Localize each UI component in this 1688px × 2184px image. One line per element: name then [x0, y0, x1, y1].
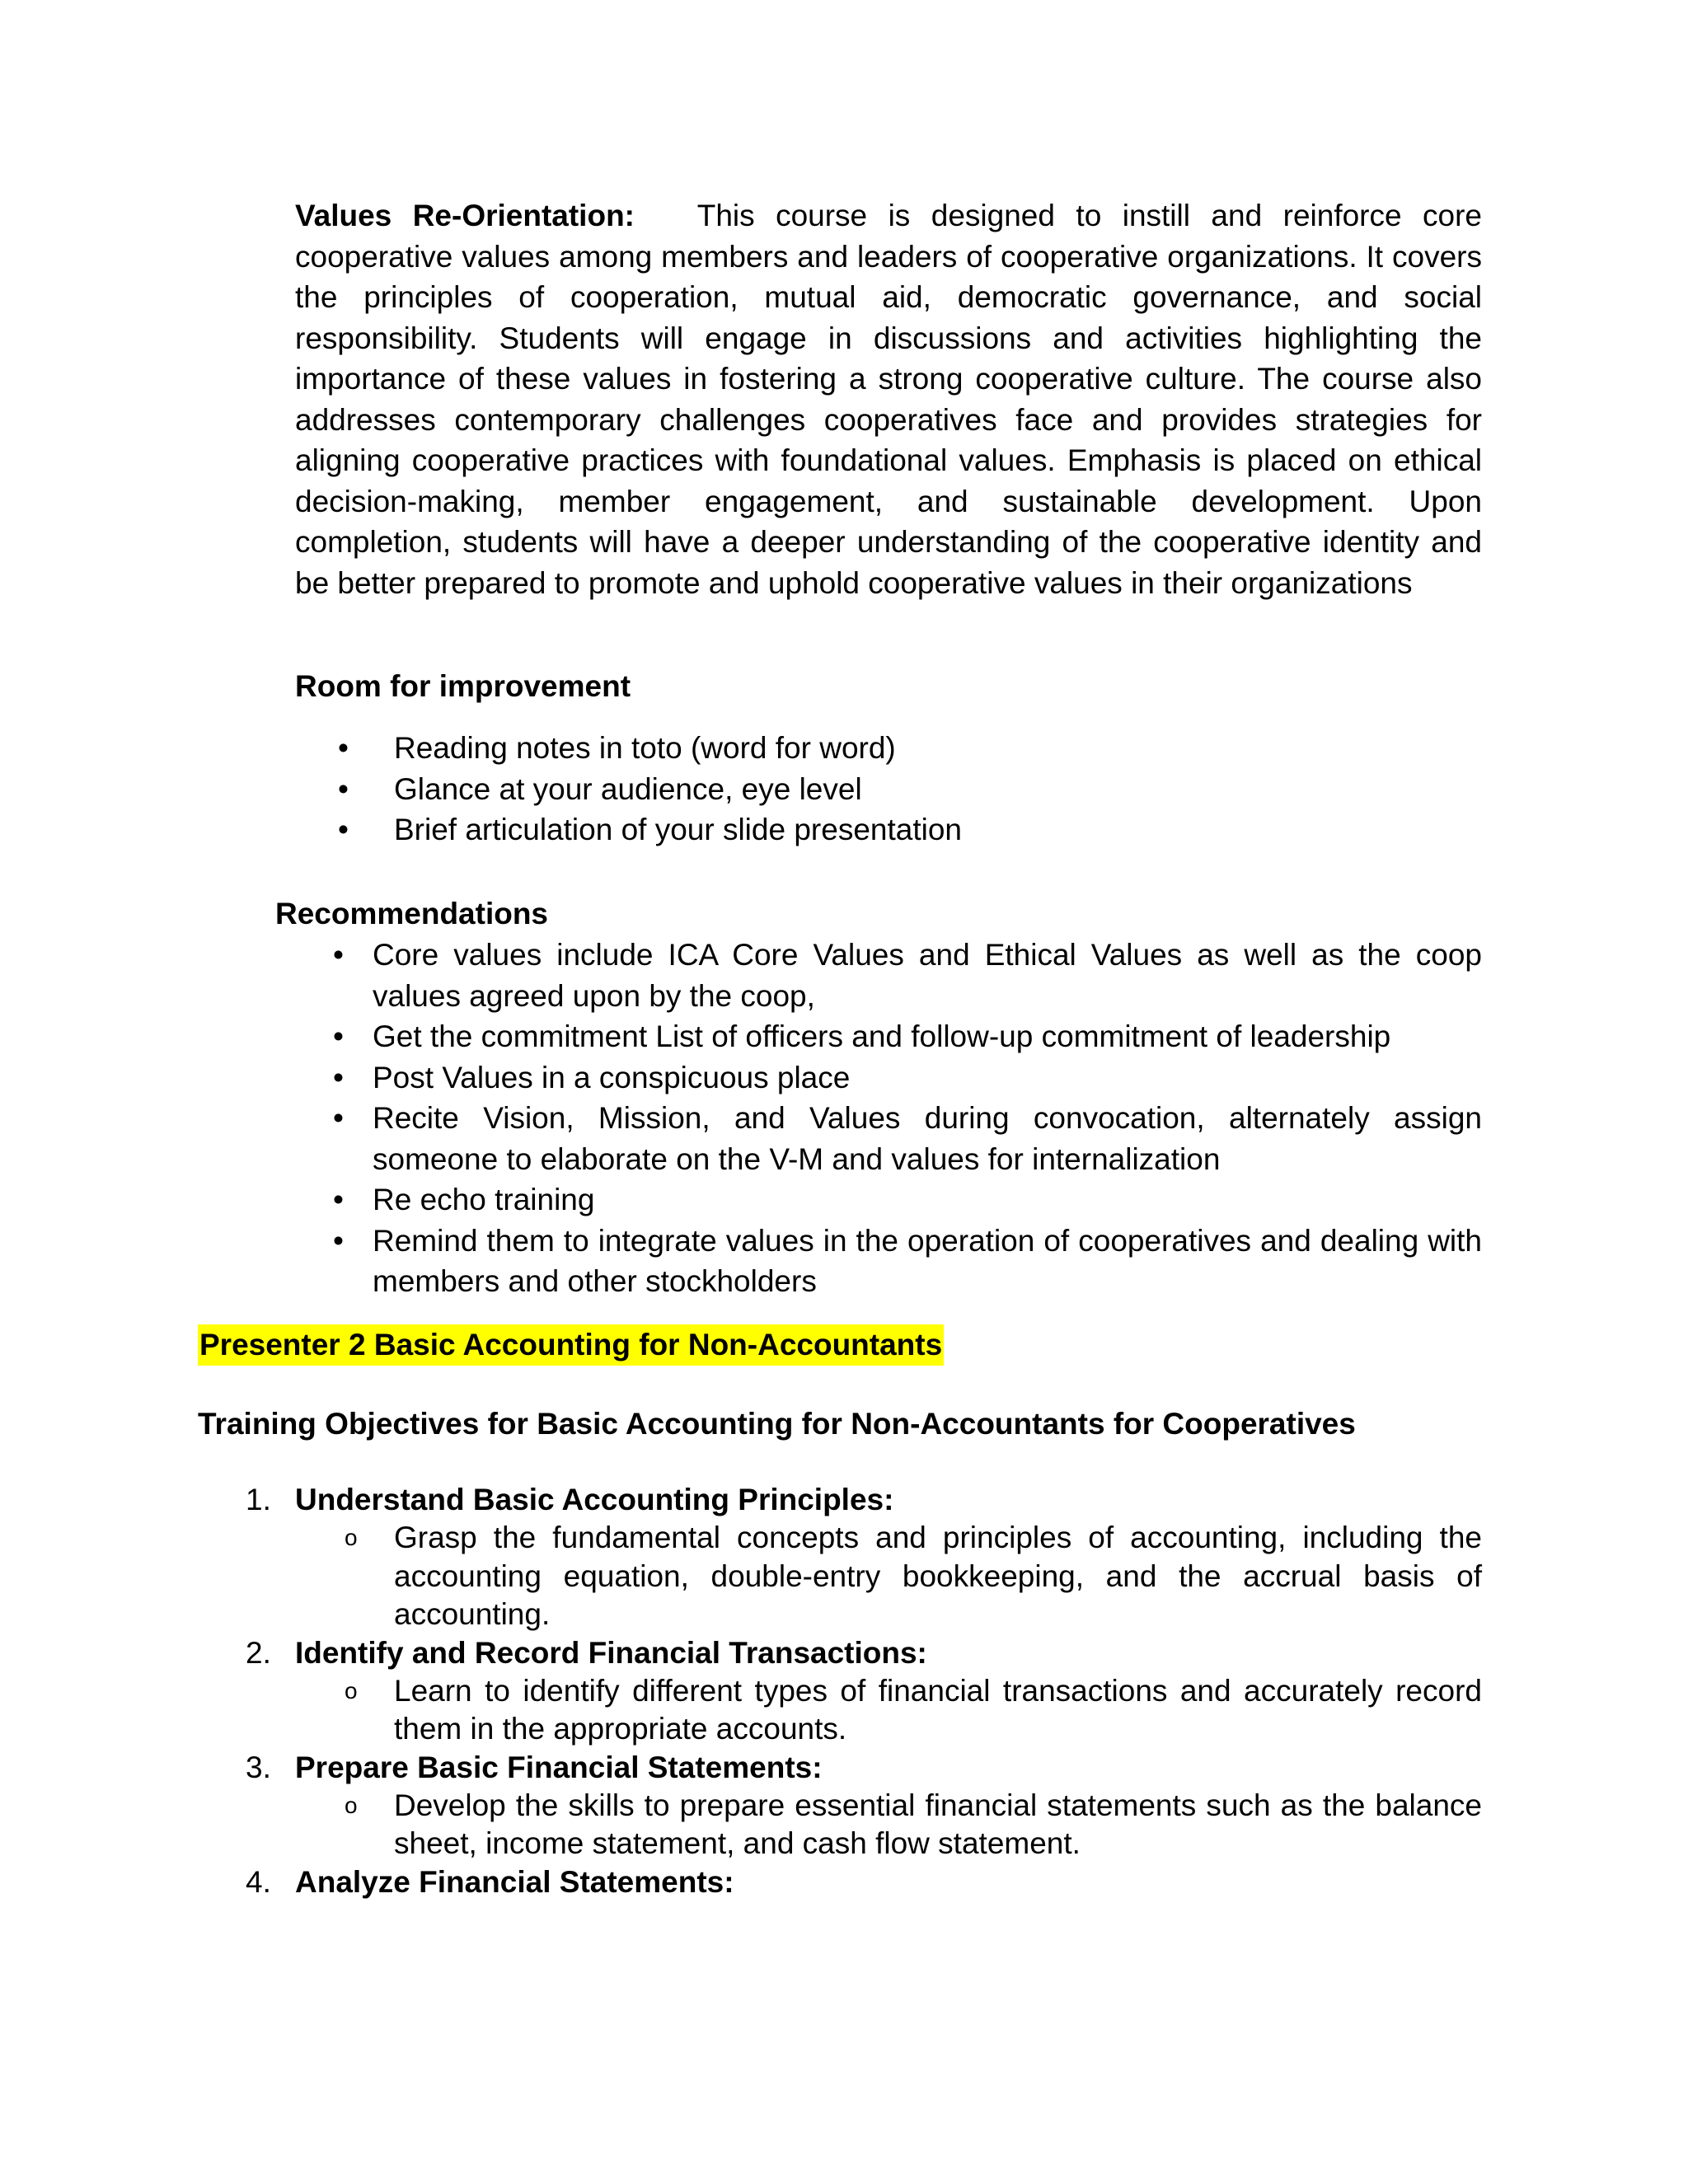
objective-title: Understand Basic Accounting Principles:: [295, 1483, 894, 1516]
objectives-list: [198, 1481, 1482, 1901]
objective-item: [198, 1481, 1482, 1634]
objective-detail: [295, 1787, 1482, 1863]
room-for-improvement-list: [295, 728, 1482, 851]
bullet-icon: •: [333, 1019, 344, 1053]
list-item-text: Post Values in a conspicuous place: [373, 1060, 851, 1094]
bullet-icon: •: [338, 731, 349, 765]
objective-item: [198, 1749, 1482, 1863]
objective-number: 3.: [246, 1750, 271, 1784]
list-item-text: Brief articulation of your slide presentation: [394, 813, 962, 846]
objective-detail-text: Learn to identify different types of financial transactions and accurately record them in the appropriate accounts.: [394, 1673, 1482, 1746]
list-item-text: Get the commitment List of officers and follow-up commitment of leadership: [373, 1019, 1391, 1053]
objective-number: 2.: [246, 1635, 271, 1670]
list-item: [295, 769, 1482, 810]
objectives-heading: Training Objectives for Basic Accounting for Non-Accountants for Cooperatives: [198, 1407, 1356, 1441]
list-item-text: Reading notes in toto (word for word): [394, 731, 896, 765]
list-item-text: Remind them to integrate values in the operation of cooperatives and dealing with members and other stockholders: [373, 1223, 1482, 1298]
objective-title: Analyze Financial Statements:: [295, 1864, 734, 1899]
recommendations-heading: Recommendations: [275, 897, 549, 930]
bullet-icon: •: [338, 771, 349, 806]
room-for-improvement-heading: Room for improvement: [295, 669, 631, 703]
intro-lead: Values Re-Orientation:: [295, 199, 635, 232]
list-item: [275, 1057, 1482, 1099]
presenter-heading: Presenter 2 Basic Accounting for Non-Accountants: [198, 1324, 944, 1366]
intro-text: This course is designed to instill and reinforce core cooperative values among members and leaders of cooperative organizations. It covers the principles of cooperation, mutual aid, democratic governance, and social responsibility. Students will engage in discussions and activities highlighting the importance of these values in fostering a strong cooperative culture. The course also addresses contemporary challenges cooperatives face and provides strategies for aligning cooperative practices with foundational values. Emphasis is placed on ethical decision-making, member engagement, and sustainable development. Upon completion, students will have a deeper understanding of the cooperative identity and be better prepared to promote and uphold cooperative values in their organizations: [295, 199, 1483, 600]
recommendations-list: [275, 935, 1482, 1302]
bullet-icon: •: [338, 813, 349, 846]
objective-detail-text: Grasp the fundamental concepts and principles of accounting, including the accounting equation, double-entry bookkeeping, and the accrual basis of accounting.: [394, 1521, 1482, 1631]
objective-item: [198, 1863, 1482, 1901]
objective-detail: [295, 1519, 1482, 1634]
list-item: [295, 728, 1482, 769]
list-item: [275, 1221, 1482, 1302]
list-item: [295, 809, 1482, 851]
list-item-text: Core values include ICA Core Values and Ethical Values as well as the coop values agreed upon by the coop,: [373, 938, 1482, 1013]
list-item-text: Re echo training: [373, 1183, 595, 1216]
objective-number: 1.: [246, 1483, 271, 1516]
bullet-icon: •: [333, 1060, 344, 1094]
bullet-icon: •: [333, 1183, 344, 1216]
list-item-text: Glance at your audience, eye level: [394, 771, 862, 806]
objective-item: [198, 1634, 1482, 1749]
list-item: [275, 1016, 1482, 1057]
bullet-icon: •: [333, 938, 344, 972]
objective-detail: [295, 1672, 1482, 1749]
list-item: [275, 935, 1482, 1016]
list-item: [275, 1098, 1482, 1179]
list-item-text: Recite Vision, Mission, and Values during convocation, alternately assign someone to elaborate on the V-M and values for internalization: [373, 1101, 1482, 1176]
objective-detail-text: Develop the skills to prepare essential financial statements such as the balance sheet, income statement, and cash flow statement.: [394, 1788, 1482, 1860]
circle-bullet-icon: o: [345, 1525, 358, 1550]
circle-bullet-icon: o: [345, 1792, 358, 1818]
objective-number: 4.: [246, 1864, 271, 1899]
list-item: [275, 1179, 1482, 1221]
bullet-icon: •: [333, 1223, 344, 1258]
circle-bullet-icon: o: [345, 1677, 358, 1704]
bullet-icon: •: [333, 1101, 344, 1135]
objective-title: Prepare Basic Financial Statements:: [295, 1750, 823, 1784]
objective-title: Identify and Record Financial Transactions:: [295, 1635, 927, 1670]
intro-paragraph: [295, 195, 1482, 603]
